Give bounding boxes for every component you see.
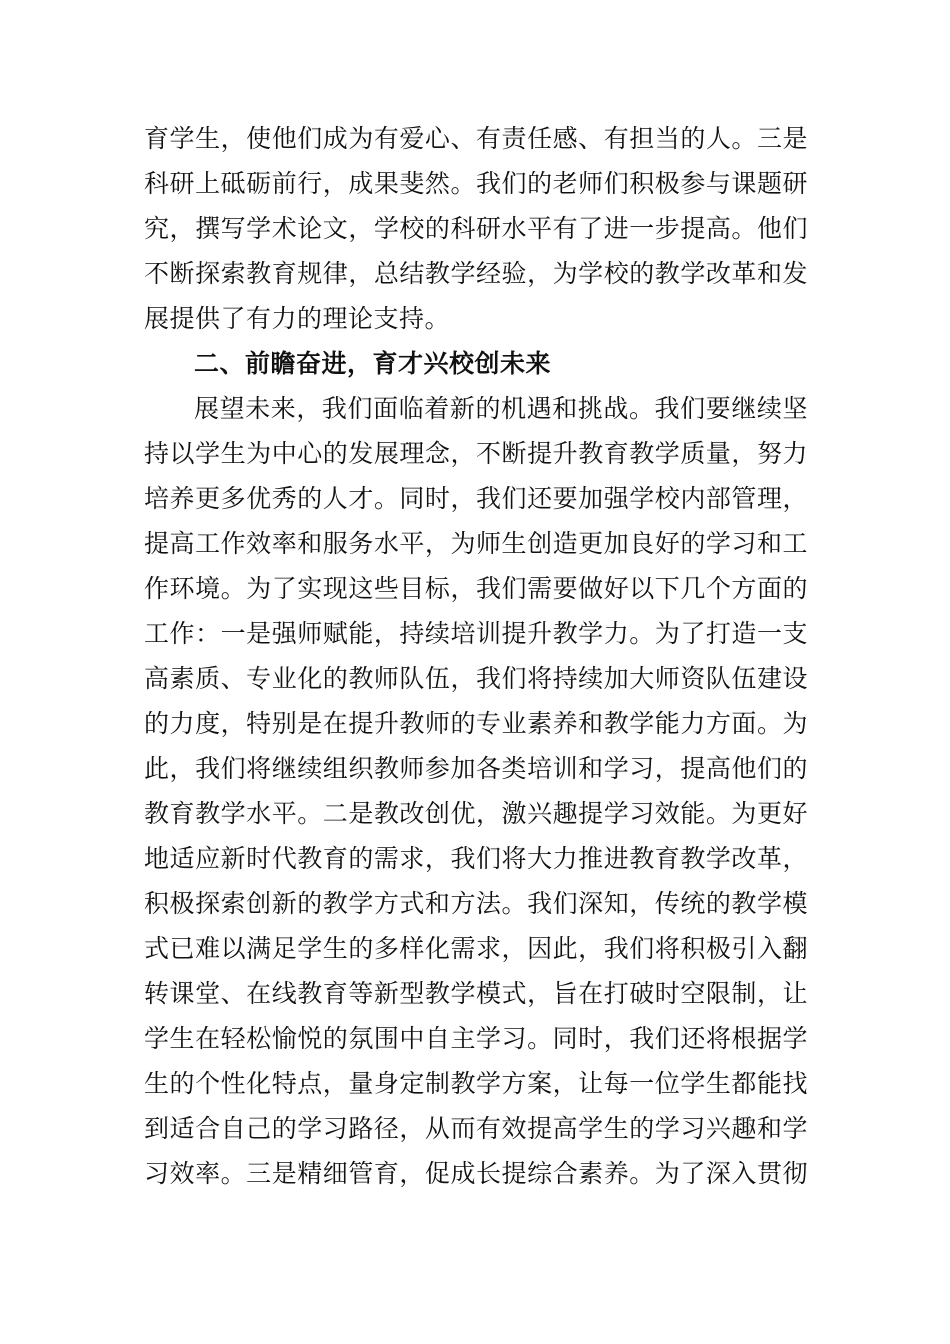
paragraph-1-line-4: 不断探索教育规律，总结教学经验，为学校的教学改革和发: [144, 259, 808, 288]
paragraph-2-line-4: 提高工作效率和服务水平，为师生创造更加良好的学习和工: [144, 529, 808, 558]
paragraph-2-line-16: 生的个性化特点，量身定制教学方案，让每一位学生都能找: [144, 1069, 808, 1098]
paragraph-2-line-1: 展望未来，我们面临着新的机遇和挑战。我们要继续坚: [194, 394, 808, 423]
paragraph-2-line-17: 到适合自己的学习路径，从而有效提高学生的学习兴趣和学: [144, 1114, 808, 1143]
paragraph-2-line-6: 工作：一是强师赋能，持续培训提升教学力。为了打造一支: [144, 619, 808, 648]
paragraph-2-line-8: 的力度，特别是在提升教师的专业素养和教学能力方面。为: [144, 709, 808, 738]
paragraph-1-line-2: 科研上砥砺前行，成果斐然。我们的老师们积极参与课题研: [144, 169, 808, 198]
paragraph-2-line-3: 培养更多优秀的人才。同时，我们还要加强学校内部管理，: [144, 484, 808, 513]
paragraph-2-line-14: 转课堂、在线教育等新型教学模式，旨在打破时空限制，让: [144, 979, 808, 1008]
paragraph-2-line-5: 作环境。为了实现这些目标，我们需要做好以下几个方面的: [144, 574, 808, 603]
paragraph-2-line-11: 地适应新时代教育的需求，我们将大力推进教育教学改革，: [144, 844, 808, 873]
paragraph-2-line-10: 教育教学水平。二是教改创优，激兴趣提学习效能。为更好: [144, 799, 808, 828]
paragraph-2-line-9: 此，我们将继续组织教师参加各类培训和学习，提高他们的: [144, 754, 808, 783]
section-heading: 二、前瞻奋进，育才兴校创未来: [194, 349, 552, 378]
paragraph-2-line-15: 学生在轻松愉悦的氛围中自主学习。同时，我们还将根据学: [144, 1024, 808, 1053]
paragraph-2-line-12: 积极探索创新的教学方式和方法。我们深知，传统的教学模: [144, 889, 808, 918]
paragraph-2-line-18: 习效率。三是精细管育，促成长提综合素养。为了深入贯彻: [144, 1159, 808, 1188]
paragraph-1-line-5: 展提供了有力的理论支持。: [144, 304, 451, 333]
paragraph-2-line-13: 式已难以满足学生的多样化需求，因此，我们将积极引入翻: [144, 934, 808, 963]
paragraph-2-line-2: 持以学生为中心的发展理念，不断提升教育教学质量，努力: [144, 439, 808, 468]
paragraph-1-line-3: 究，撰写学术论文，学校的科研水平有了进一步提高。他们: [144, 214, 808, 243]
paragraph-2-line-7: 高素质、专业化的教师队伍，我们将持续加大师资队伍建设: [144, 664, 808, 693]
paragraph-1-line-1: 育学生，使他们成为有爱心、有责任感、有担当的人。三是: [144, 124, 808, 153]
